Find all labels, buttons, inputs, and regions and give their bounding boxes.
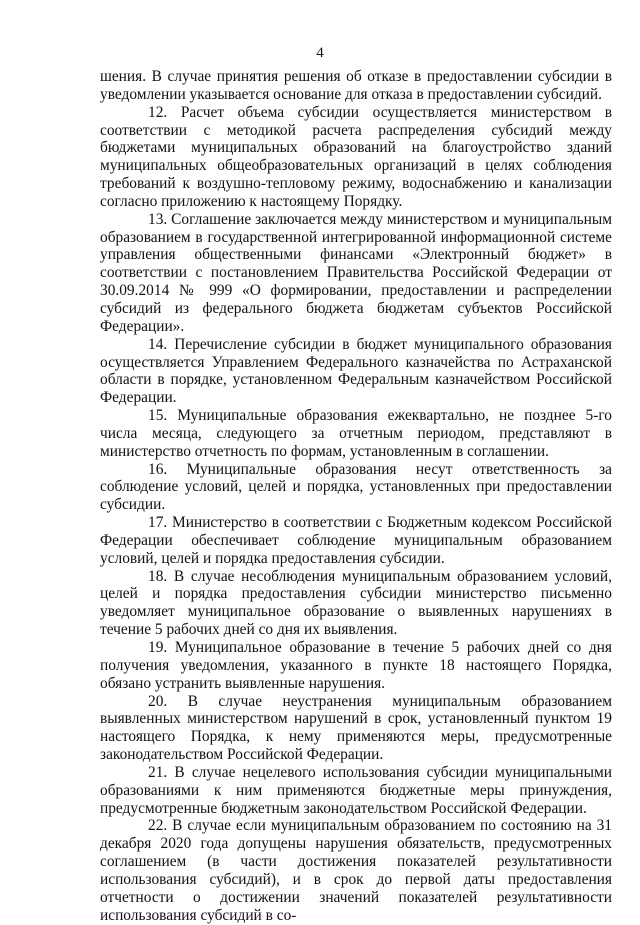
document-body — [100, 68, 612, 925]
paragraph-20: 20. В случае неустранения муниципальным образованием выявленных министерством нарушений в срок, установленный пунктом 19 настоящего Порядка, к нему применяются меры, предусмотренные законодательством Российской Федерации. — [100, 692, 612, 764]
paragraph-19: 19. Муниципальное образование в течение 5 рабочих дней со дня получения уведомления, указанного в пункте 18 настоящего Порядка, обязано устранить выявленные нарушения. — [100, 639, 612, 692]
paragraph-15: 15. Муниципальные образования ежеквартально, не позднее 5-го числа месяца, следующего за отчетным периодом, представляют в министерство отчетность по формам, установленным в соглашении. — [100, 407, 612, 460]
paragraph-17: 17. Министерство в соответствии с Бюджетным кодексом Российской Федерации обеспечивает соблюдение муниципальным образованием условий, целей и порядка предоставления субсидии. — [100, 514, 612, 567]
paragraph-continuation: шения. В случае принятия решения об отказе в предоставлении субсидии в уведомлении указывается основание для отказа в предоставлении субсидий. — [100, 68, 612, 103]
page-number: 4 — [316, 45, 324, 61]
paragraph-14: 14. Перечисление субсидии в бюджет муниципального образования осуществляется Управлением Федерального казначейства по Астраханской области в порядке, установленном Федеральным казначейством Российской Федерации. — [100, 335, 612, 407]
paragraph-21: 21. В случае нецелевого использования субсидии муниципальными образованиями к ним применяются бюджетные меры принуждения, предусмотренные бюджетным законодательством Российской Федерации. — [100, 763, 612, 817]
paragraph-22: 22. В случае если муниципальным образованием по состоянию на 31 декабря 2020 года допущены нарушения обязательств, предусмотренных соглашением (в части достижения показателей результативности использования субсидий), и в срок до первой даты предоставления отчетности о достижении значений показателей результативности использования субсидий в со- — [100, 817, 612, 924]
paragraph-12: 12. Расчет объема субсидии осуществляется министерством в соответствии с методикой расчета распределения субсидий между бюджетами муниципальных образований на благоустройство зданий муниципальных общеобразовательных организаций в целях соблюдения требований к воздушно-тепловому режиму, водоснабжению и канализации согласно приложению к настоящему Порядку. — [100, 103, 612, 210]
paragraph-13: 13. Соглашение заключается между министерством и муниципальным образованием в государственной интегрированной информационной системе управления общественными финансами «Электронный бюджет» в соответствии с постановлением Правительства Российской Федерации от 30.09.2014 № 999 «О формировании, предоставлении и распределении субсидий из федерального бюджета бюджетам субъектов Российской Федерации». — [100, 210, 612, 335]
paragraph-18: 18. В случае несоблюдения муниципальным образованием условий, целей и порядка предоставления субсидии министерство письменно уведомляет муниципальное образование о выявленных нарушениях в течение 5 рабочих дней со дня их выявления. — [100, 567, 612, 639]
paragraph-16: 16. Муниципальные образования несут ответственность за соблюдение условий, целей и порядка, установленных при предоставлении субсидии. — [100, 460, 612, 514]
